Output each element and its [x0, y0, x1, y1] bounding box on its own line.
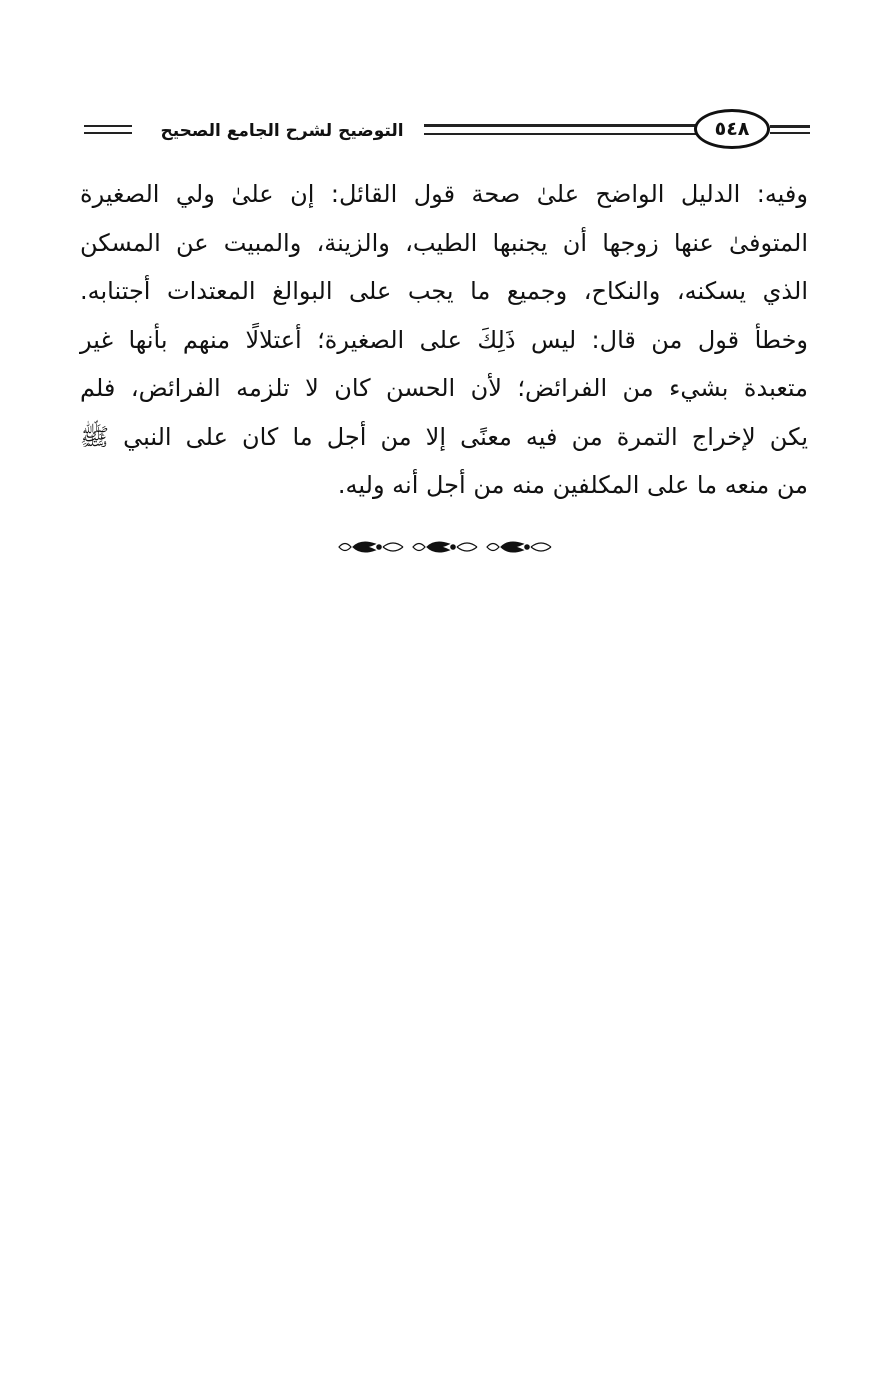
header-rule-right	[770, 125, 810, 134]
text-line: المتوفىٰ عنها زوجها أن يجنبها الطيب، والزينة، والمبيت عن المسكن	[80, 228, 808, 257]
text-line: يكن لإخراج التمرة من فيه معنًى إلا من أجل ما كان على النبي ﷺ	[80, 422, 808, 451]
text-line: من منعه ما على المكلفين منه من أجل أنه وليه.	[337, 471, 808, 499]
text-line: متعبدة بشيء من الفرائض؛ لأن الحسن كان لا تلزمه الفرائض، فلم	[80, 374, 808, 402]
page-header	[84, 108, 810, 156]
floral-divider-icon	[335, 537, 557, 557]
text-line: وفيه: الدليل الواضح علىٰ صحة قول القائل: إن علىٰ ولي الصغيرة	[80, 180, 808, 208]
header-rule-middle	[424, 124, 699, 135]
body-paragraph	[80, 170, 808, 510]
book-title: التوضيح لشرح الجامع الصحيح	[160, 121, 404, 141]
header-rule-left	[84, 125, 132, 134]
text-line: الذي يسكنه، والنكاح، وجميع ما يجب على البوالغ المعتدات أجتنابه.	[80, 277, 808, 305]
text-line: وخطأ قول من قال: ليس ذَلِكَ على الصغيرة؛ أعتلالًا منهم بأنها غير	[80, 325, 808, 354]
page-number: ٥٤٨	[714, 118, 750, 140]
page-number-badge	[694, 109, 770, 149]
